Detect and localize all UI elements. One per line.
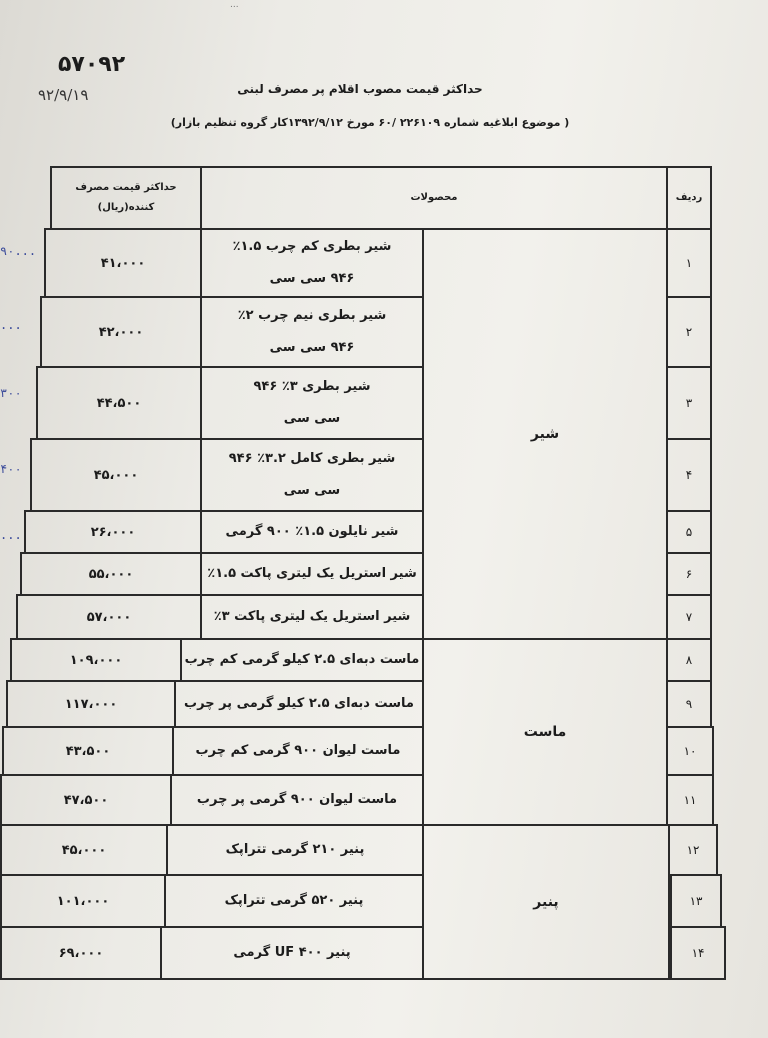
row-product: شیر استریل یک لیتری پاکت ۱.۵٪ [200,552,424,596]
row-index: ۱۱ [666,774,714,826]
row-product: شیر بطری نیم چرب ۲٪ ۹۴۶ سی سی [200,296,424,368]
row-price: ۴۳،۵۰۰ [2,726,174,776]
header-index: ردیف [666,166,712,230]
margin-note: ... [0,528,22,542]
top-header-fragment: ... [230,0,239,10]
row-product: شیر بطری کم چرب ۱.۵٪ ۹۴۶ سی سی [200,228,424,298]
header-products: محصولات [200,166,668,230]
row-price: ۲۶،۰۰۰ [24,510,202,554]
row-product: ماست لیوان ۹۰۰ گرمی پر چرب [170,774,424,826]
document-title: حداکثر قیمت مصوب اقلام پر مصرف لبنی [237,82,483,96]
row-price: ۵۷،۰۰۰ [16,594,202,640]
row-price: ۱۱۷،۰۰۰ [6,680,176,728]
row-price: ۴۱،۰۰۰ [44,228,202,298]
row-product: ماست دبه‌ای ۲.۵ کیلو گرمی کم چرب [180,638,424,682]
row-price: ۴۷،۵۰۰ [0,774,172,826]
row-price: ۴۵،۰۰۰ [0,824,168,876]
row-index: ۸ [666,638,712,682]
margin-note: ... [0,318,22,332]
row-product: ماست لیوان ۹۰۰ گرمی کم چرب [172,726,424,776]
row-price: ۶۹،۰۰۰ [0,926,162,980]
row-product: شیر استریل یک لیتری پاکت ۳٪ [200,594,424,640]
row-product: شیر نایلون ۱.۵٪ ۹۰۰ گرمی [200,510,424,554]
document-number: ۵۷۰۹۲ [58,52,126,77]
row-index: ۱ [666,228,712,298]
row-product: پنیر ۴۰۰ UF گرمی [160,926,424,980]
row-index: ۱۰ [666,726,714,776]
margin-note: ۹۰... [0,244,37,258]
row-price: ۱۰۱،۰۰۰ [0,874,166,928]
header-price: حداکثر قیمت مصرف کننده(ریال) [50,166,202,230]
category-cheese: پنیر [422,824,670,980]
row-index: ۴ [666,438,712,512]
category-milk: شیر [422,228,668,640]
margin-note: ۳۰۰ [0,386,22,400]
row-index: ۶ [666,552,712,596]
row-price: ۴۵،۰۰۰ [30,438,202,512]
row-product: شیر بطری کامل ۳.۲٪ ۹۴۶ سی سی [200,438,424,512]
row-index: ۵ [666,510,712,554]
category-yogurt: ماست [422,638,668,826]
margin-note: ۴۰۰ [0,462,22,476]
row-price: ۵۵،۰۰۰ [20,552,202,596]
row-index: ۹ [666,680,712,728]
row-product: شیر بطری ۳٪ ۹۴۶ سی سی [200,366,424,440]
row-price: ۴۴،۵۰۰ [36,366,202,440]
row-product: ماست دبه‌ای ۲.۵ کیلو گرمی پر چرب [174,680,424,728]
document-date: ۹۲/۹/۱۹ [38,86,89,104]
row-index: ۱۲ [668,824,718,876]
row-product: پنیر ۵۲۰ گرمی تتراپک [164,874,424,928]
row-index: ۱۴ [670,926,726,980]
row-index: ۱۳ [670,874,722,928]
row-price: ۴۲،۰۰۰ [40,296,202,368]
row-price: ۱۰۹،۰۰۰ [10,638,182,682]
row-index: ۷ [666,594,712,640]
row-index: ۳ [666,366,712,440]
row-product: پنیر ۲۱۰ گرمی تتراپک [166,824,424,876]
document-subtitle: ( موضوع ابلاغیه شماره ۲۲۶۱۰۹ /۶۰ مورخ ۱۳۹۲/۹/۱۲کار گروه تنظیم بازار) [170,116,570,129]
row-index: ۲ [666,296,712,368]
